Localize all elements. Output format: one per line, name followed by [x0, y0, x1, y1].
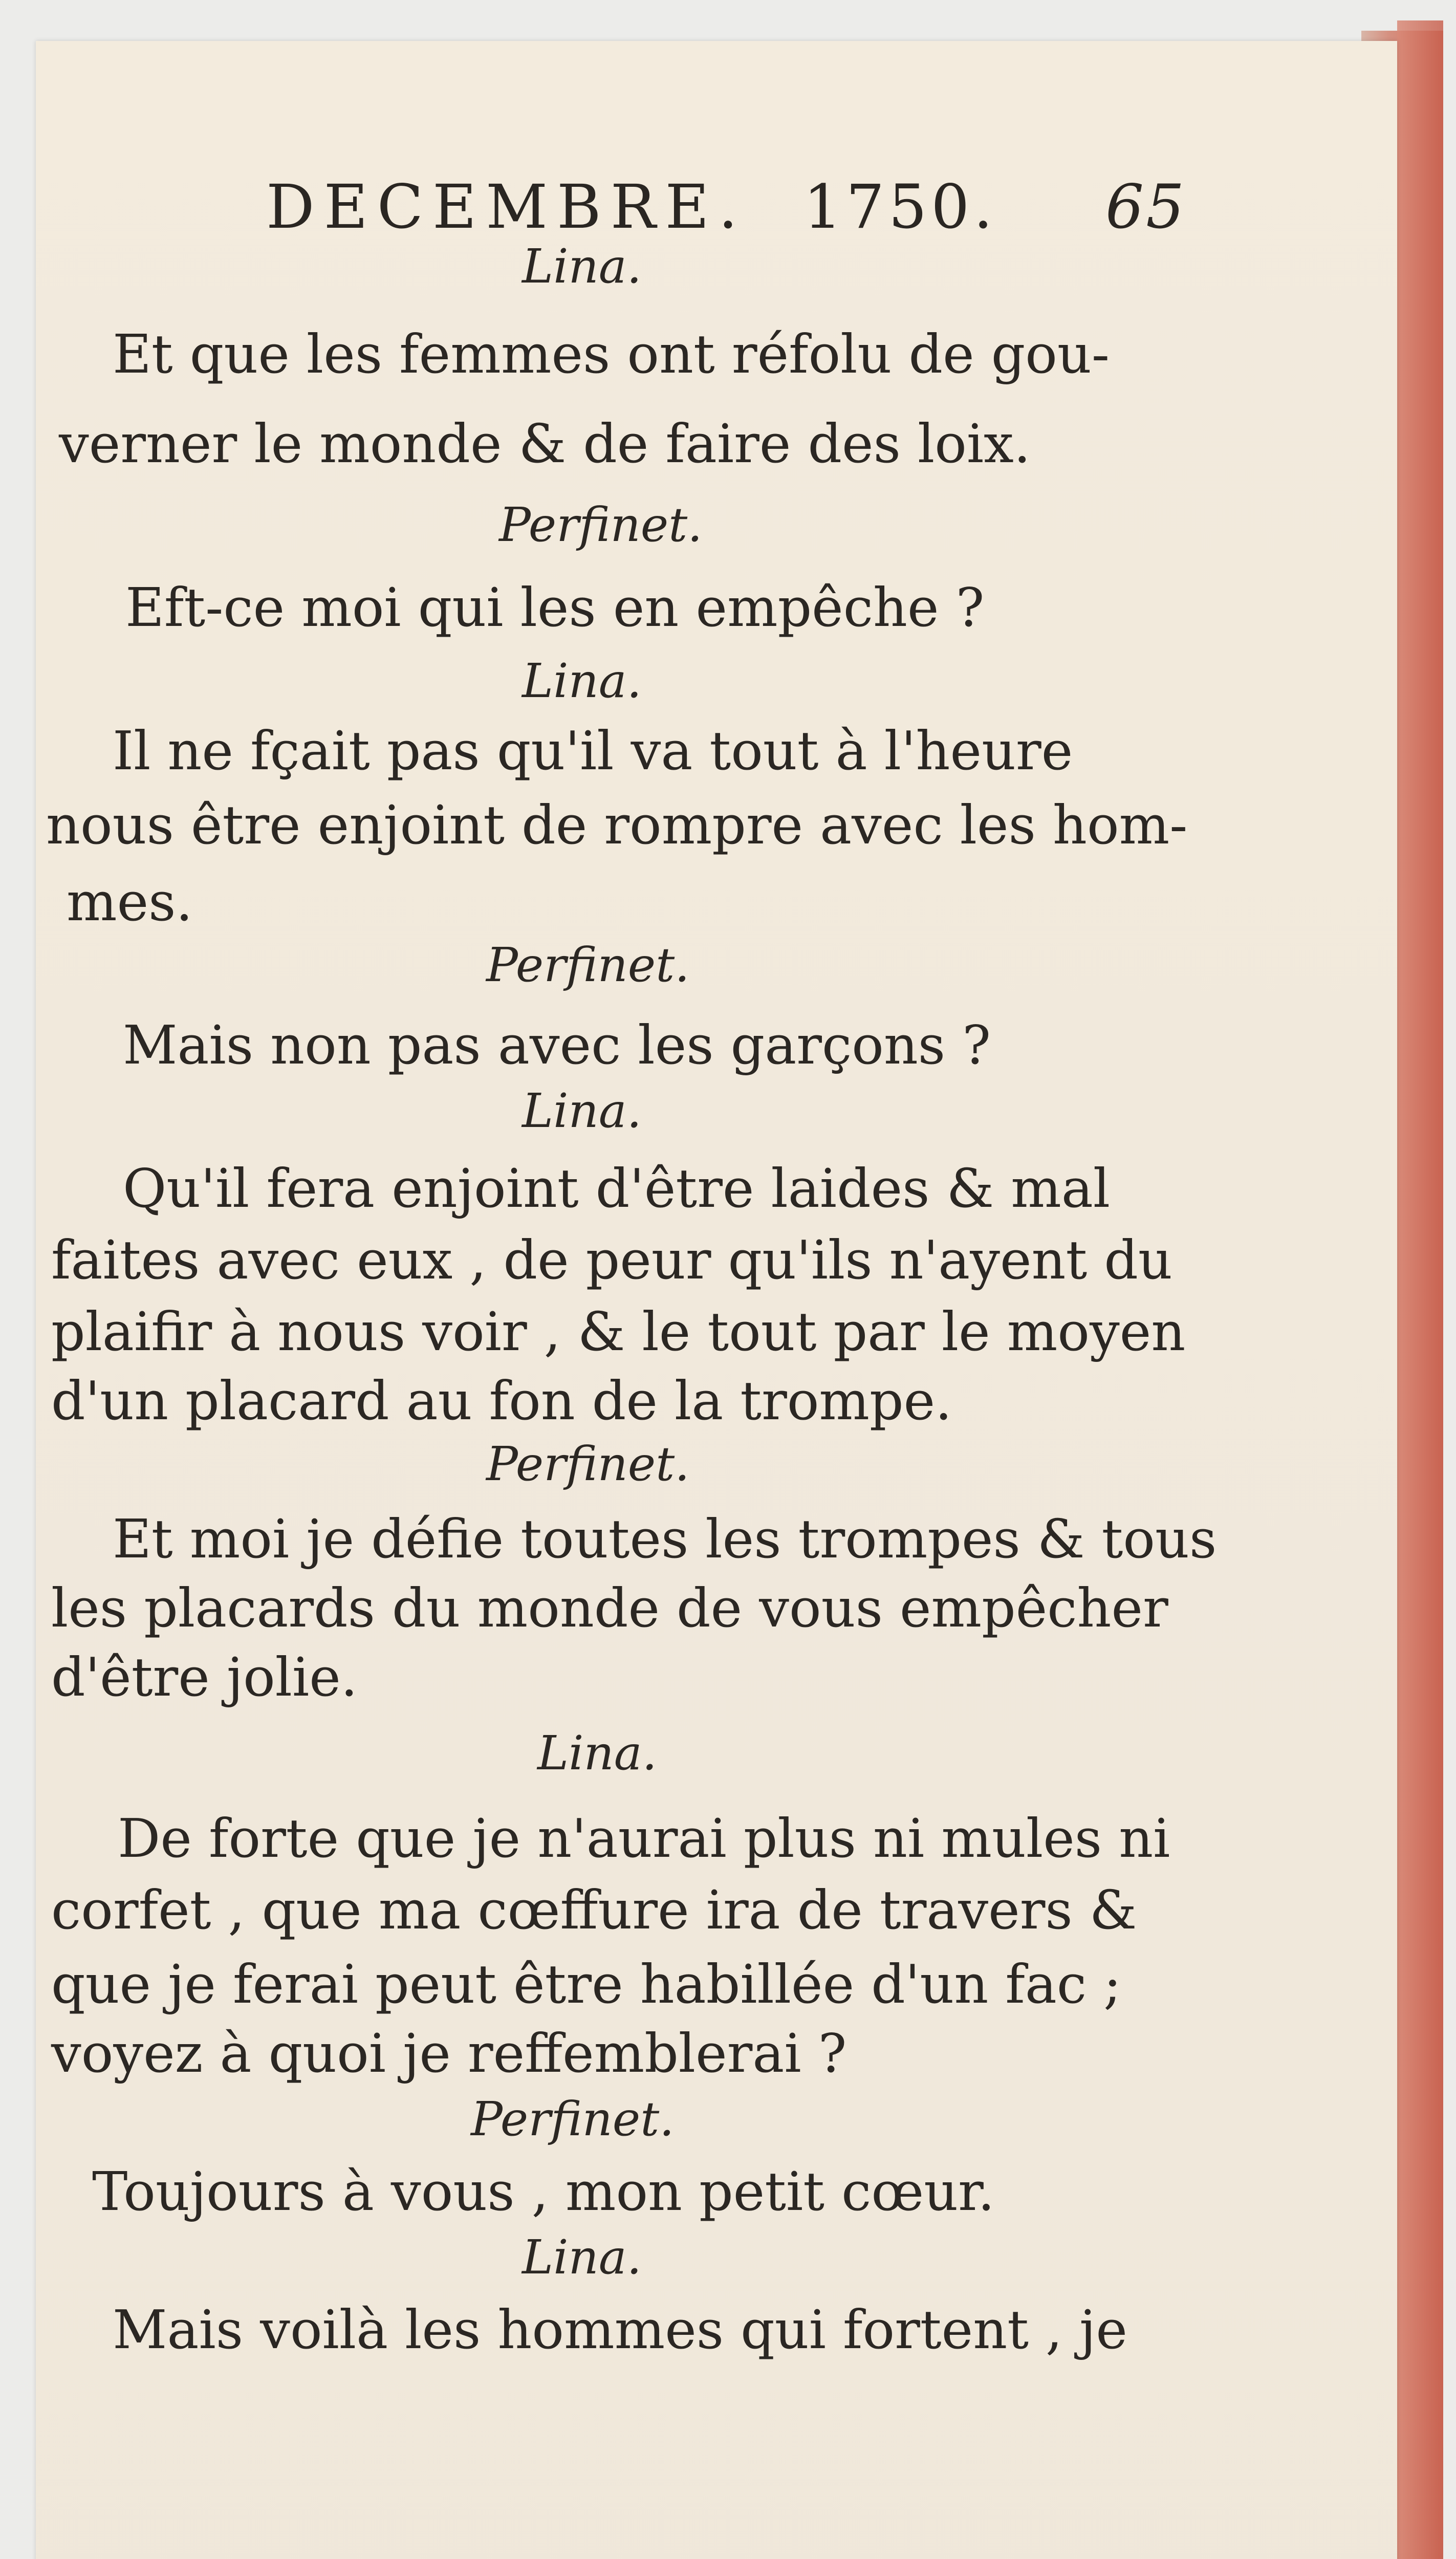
speaker-name: Lina. [522, 239, 642, 294]
speaker-name: Perfinet. [486, 1437, 690, 1491]
speaker-name: Lina. [522, 1083, 642, 1138]
speaker-name: Lina. [522, 654, 642, 708]
text-line: Mais voilà les hommes qui fortent , je [113, 2298, 1127, 2361]
header-year: 1750. [803, 171, 997, 242]
header-month: DECEMBRE. [266, 171, 747, 242]
speaker-name: Perfinet. [471, 2092, 675, 2146]
text-line: les placards du monde de vous empêcher [51, 1577, 1168, 1639]
text-line: mes. [67, 871, 193, 933]
text-line: Il ne fçait pas qu'il va tout à l'heure [113, 720, 1073, 782]
text-line: Mais non pas avec les garçons ? [123, 1014, 991, 1076]
text-line: nous être enjoint de rompre avec les hom- [46, 794, 1188, 856]
text-line: faites avec eux , de peur qu'ils n'ayent du [51, 1229, 1172, 1291]
text-line: De forte que je n'aurai plus ni mules ni [118, 1807, 1170, 1870]
text-line: verner le monde & de faire des loix. [59, 413, 1031, 475]
text-line: Eft-ce moi qui les en empêche ? [125, 576, 985, 639]
text-line: d'être jolie. [51, 1646, 358, 1708]
book-page [36, 41, 1397, 2559]
text-line: Toujours à vous , mon petit cœur. [92, 2160, 995, 2223]
text-line: Et que les femmes ont réfolu de gou- [113, 323, 1110, 385]
speaker-name: Lina. [537, 1726, 657, 1781]
text-line: plaifir à nous voir , & le tout par le moyen [51, 1300, 1186, 1363]
text-line: Qu'il fera enjoint d'être laides & mal [123, 1157, 1111, 1220]
speaker-name: Perfinet. [486, 938, 690, 992]
text-line: voyez à quoi je reffemblerai ? [51, 2022, 847, 2085]
text-line: que je ferai peut être habillée d'un fac ; [51, 1953, 1122, 2015]
page-edge-red-strip [1397, 20, 1443, 2559]
text-line: d'un placard au fon de la trompe. [51, 1370, 952, 1432]
running-header [266, 171, 1238, 253]
text-line: Et moi je défie toutes les trompes & tous [113, 1508, 1217, 1570]
text-line: corfet , que ma cœffure ira de travers & [51, 1879, 1137, 1941]
page-number: 65 [1105, 171, 1187, 242]
speaker-name: Lina. [522, 2230, 642, 2285]
speaker-name: Perfinet. [499, 497, 703, 552]
